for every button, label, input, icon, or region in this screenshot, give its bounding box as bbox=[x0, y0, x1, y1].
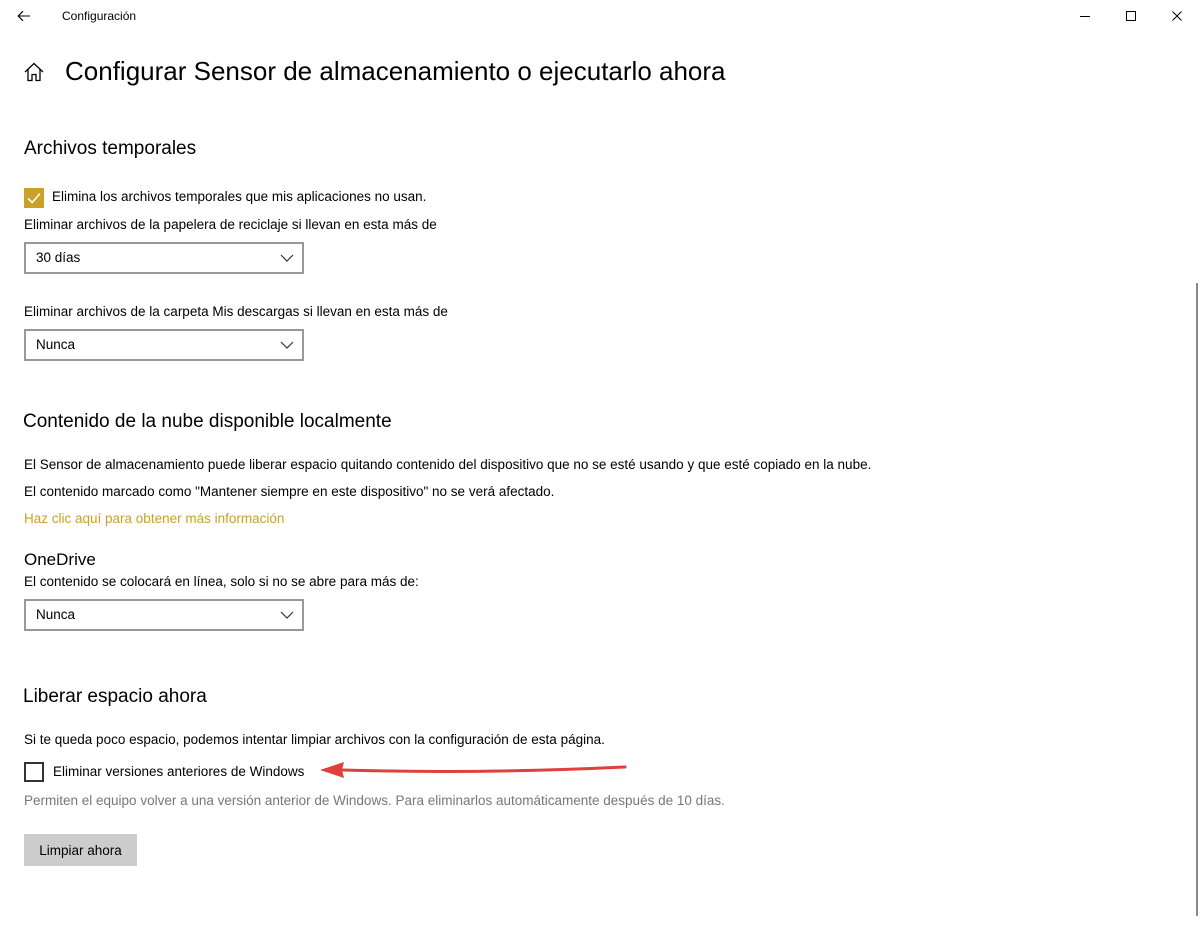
checkmark-icon bbox=[24, 188, 44, 208]
page-title: Configurar Sensor de almacenamiento o ejecutarlo ahora bbox=[65, 56, 726, 86]
minimize-icon bbox=[1079, 10, 1091, 22]
scrollbar[interactable] bbox=[1196, 283, 1198, 916]
close-button[interactable] bbox=[1154, 0, 1200, 32]
recycle-bin-dropdown[interactable] bbox=[24, 242, 304, 274]
downloads-label: Eliminar archivos de la carpeta Mis descargas si llevan en esta más de bbox=[24, 304, 448, 319]
onedrive-dropdown[interactable] bbox=[24, 599, 304, 631]
delete-temp-files-label: Elimina los archivos temporales que mis aplicaciones no usan. bbox=[52, 189, 427, 204]
delete-previous-windows-checkbox[interactable] bbox=[24, 762, 44, 782]
more-info-link[interactable]: Haz clic aquí para obtener más información bbox=[24, 511, 285, 526]
maximize-button[interactable] bbox=[1108, 0, 1154, 32]
back-button[interactable] bbox=[8, 2, 40, 30]
red-arrow-icon bbox=[318, 758, 630, 782]
free-space-description: Si te queda poco espacio, podemos intentar limpiar archivos con la configuración de esta página. bbox=[24, 732, 605, 747]
downloads-selected: Nunca bbox=[36, 337, 76, 352]
maximize-icon bbox=[1125, 10, 1137, 22]
cloud-description-1: El Sensor de almacenamiento puede liberar espacio quitando contenido del dispositivo que no se esté usando y que esté copiado en la nube. bbox=[24, 457, 872, 472]
temp-files-heading: Archivos temporales bbox=[24, 138, 197, 159]
chevron-down-icon bbox=[280, 610, 294, 620]
title-bar bbox=[0, 0, 1200, 32]
onedrive-label: El contenido se colocará en línea, solo si no se abre para más de: bbox=[24, 574, 419, 589]
previous-windows-note: Permiten el equipo volver a una versión anterior de Windows. Para eliminarlos automáticamente después de 10 días. bbox=[24, 793, 725, 808]
downloads-dropdown[interactable] bbox=[24, 329, 304, 361]
delete-temp-files-checkbox[interactable] bbox=[24, 188, 44, 208]
chevron-down-icon bbox=[280, 340, 294, 350]
free-space-heading: Liberar espacio ahora bbox=[23, 686, 207, 707]
minimize-button[interactable] bbox=[1062, 0, 1108, 32]
onedrive-heading: OneDrive bbox=[24, 550, 96, 569]
recycle-bin-selected: 30 días bbox=[36, 250, 81, 265]
clean-now-button[interactable]: Limpiar ahora bbox=[24, 834, 137, 866]
app-title: Configuración bbox=[62, 9, 137, 23]
delete-previous-windows-label: Eliminar versiones anteriores de Windows bbox=[53, 764, 305, 779]
cloud-description-2: El contenido marcado como "Mantener siempre en este dispositivo" no se verá afectado. bbox=[24, 484, 555, 499]
recycle-bin-label: Eliminar archivos de la papelera de reciclaje si llevan en esta más de bbox=[24, 217, 437, 232]
home-icon[interactable] bbox=[23, 61, 45, 83]
onedrive-selected: Nunca bbox=[36, 607, 76, 622]
close-icon bbox=[1171, 10, 1183, 22]
back-arrow-icon bbox=[17, 10, 31, 22]
chevron-down-icon bbox=[280, 253, 294, 263]
cloud-content-heading: Contenido de la nube disponible localmente bbox=[23, 411, 392, 432]
